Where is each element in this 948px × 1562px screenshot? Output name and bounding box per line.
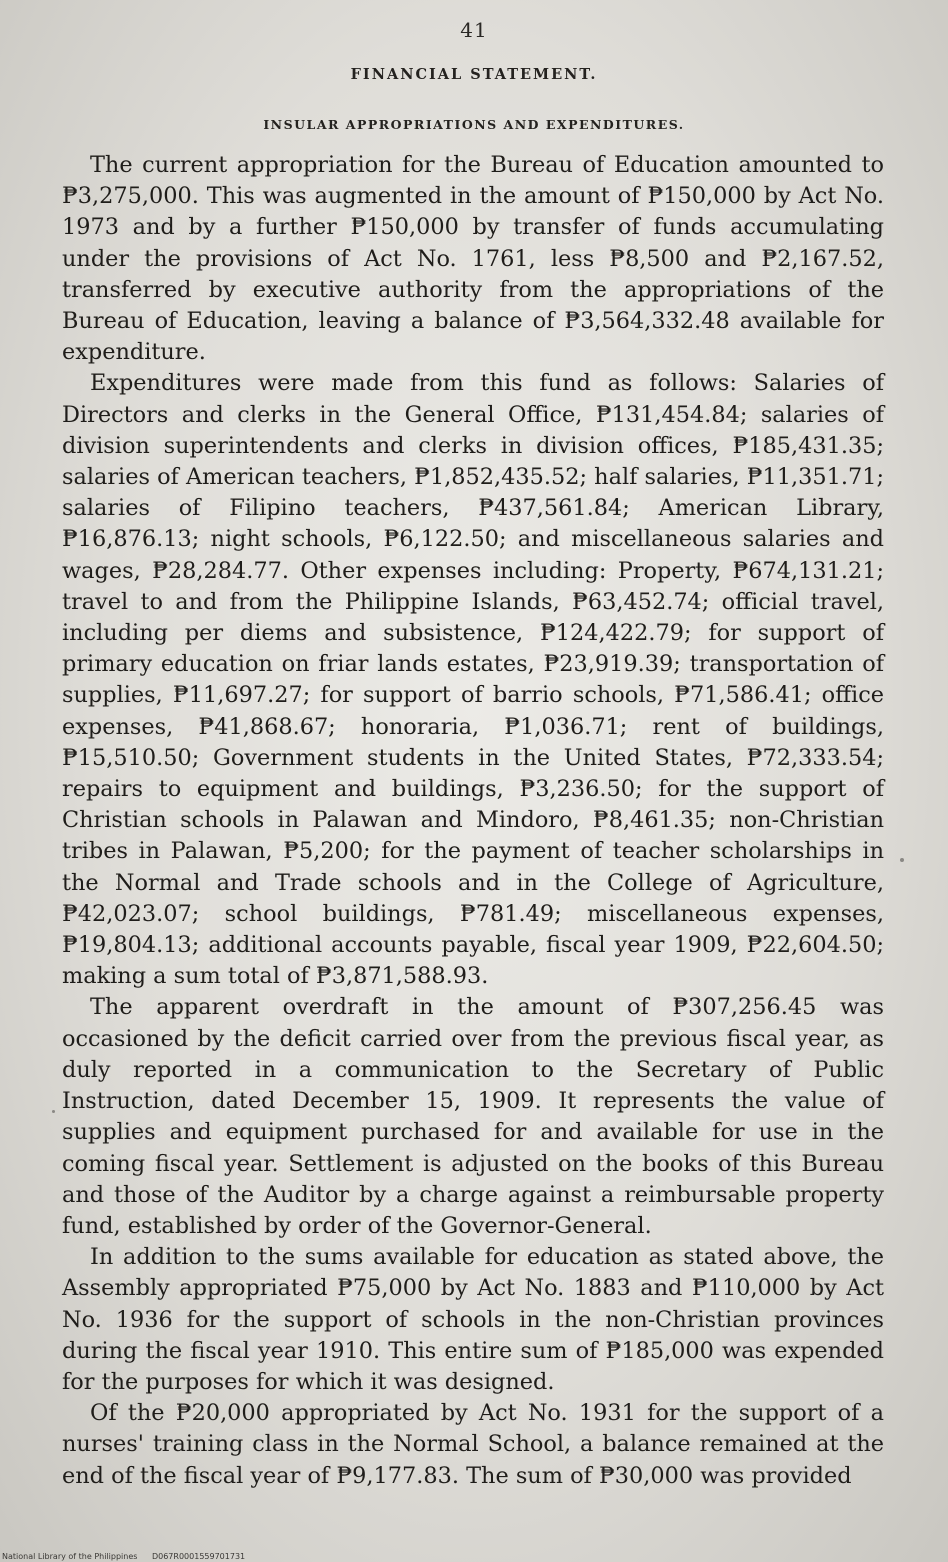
paragraph-nurses-training: Of the ₱20,000 appropriated by Act No. 1931 for the support of a nurses' training class in the Normal School, a balance remained at the end of the fiscal year of ₱9,177.83. The sum of ₱30,000 was provided bbox=[62, 1400, 884, 1489]
paragraph-expenditures: Expenditures were made from this fund as follows: Salaries of Directors and clerks in the General Office, ₱131,454.84; salaries of division superintendents and clerks in division offices, ₱185,431.35; salaries of American teachers, ₱1,852,435.52; half salaries, ₱11,351.71; salaries of Filipino teachers, ₱437,561.84; American Library, ₱16,876.13; night schools, ₱6,122.50; and miscellaneous salaries and wages, ₱28,284.77. Other expenses including: Property, ₱674,131.21; travel to and from the Philippine Islands, ₱63,452.74; official travel, including per diems and subsistence, ₱124,422.79; for support of primary education on friar lands estates, ₱23,919.39; transportation of supplies, ₱11,697.27; for support of barrio schools, ₱71,586.41; office expenses, ₱41,868.67; honoraria, ₱1,036.71; rent of buildings, ₱15,510.50; Government students in the United States, ₱72,333.54; repairs to equipment and buildings, ₱3,236.50; for the support of Christian schools in Palawan and Mindoro, ₱8,461.35; non-Christian tribes in Palawan, ₱5,200; for the payment of teacher scholarships in the Normal and Trade schools and in the College of Agriculture, ₱42,023.07; school buildings, ₱781.49; miscellaneous expenses, ₱19,804.13; additional accounts payable, fiscal year 1909, ₱22,604.50; making a sum total of ₱3,871,588.93. bbox=[62, 370, 885, 990]
page-number: 41 bbox=[460, 18, 488, 42]
section-subheading: INSULAR APPROPRIATIONS AND EXPENDITURES. bbox=[263, 117, 685, 132]
footer-library: National Library of the Philippines bbox=[2, 1552, 138, 1561]
section-heading: FINANCIAL STATEMENT. bbox=[350, 66, 598, 83]
scan-footer bbox=[2, 1552, 257, 1561]
page-speck bbox=[52, 1110, 55, 1113]
paragraph-appropriation: The current appropriation for the Bureau of Education amounted to ₱3,275,000. This was augmented in the amount of ₱150,000 by Act No. 1973 and by a further ₱150,000 by transfer of funds accumulating under the provisions of Act No. 1761, less ₱8,500 and ₱2,167.52, transferred by executive authority from the appropriations of the Bureau of Education, leaving a balance of ₱3,564,332.48 available for expenditure. bbox=[62, 152, 884, 366]
page-speck bbox=[900, 858, 904, 862]
paragraph-assembly-appropriation: In addition to the sums available for education as stated above, the Assembly appropriated ₱75,000 by Act No. 1883 and ₱110,000 by Act No. 1936 for the support of schools in the non-Christian provinces during the fiscal year 1910. This entire sum of ₱185,000 was expended for the purposes for which it was designed. bbox=[62, 1244, 884, 1395]
footer-identifier: D067R0001559701731 bbox=[151, 1552, 246, 1561]
paragraph-overdraft: The apparent overdraft in the amount of ₱307,256.45 was occasioned by the deficit carried over from the previous fiscal year, as duly reported in a communication to the Secretary of Public Instruction, dated December 15, 1909. It represents the value of supplies and equipment purchased for and available for use in the coming fiscal year. Settlement is adjusted on the books of this Bureau and those of the Auditor by a charge against a reimbursable property fund, established by order of the Governor-General. bbox=[62, 994, 884, 1239]
body-text bbox=[62, 150, 884, 1492]
